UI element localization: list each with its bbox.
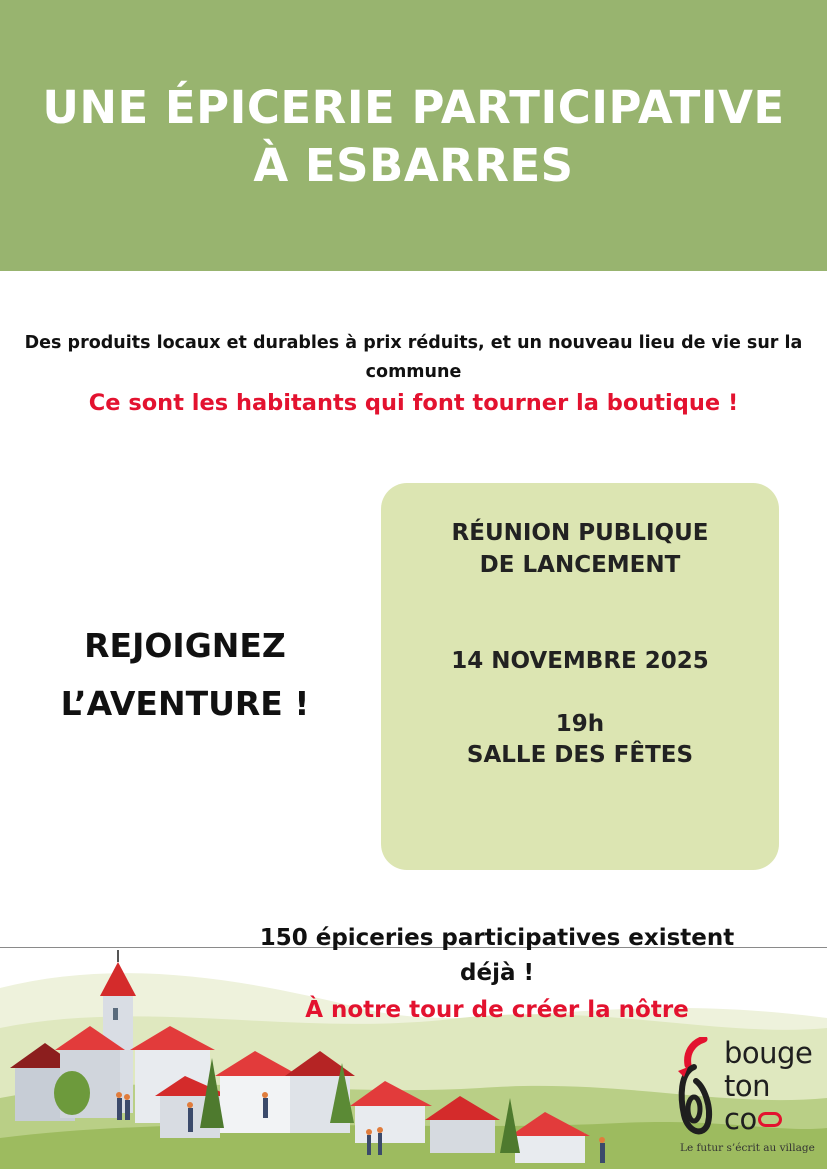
- logo-word-1: bouge: [724, 1036, 813, 1070]
- call-to-action-line-2: L’AVENTURE !: [60, 684, 310, 723]
- footer-line-2: déjà !: [460, 960, 534, 986]
- call-to-action: [20, 617, 350, 733]
- rooster-icon: [674, 1037, 720, 1141]
- logo-tagline: Le futur s’écrit au village: [680, 1142, 815, 1154]
- call-to-action-line-1: REJOIGNEZ: [84, 626, 286, 665]
- footer-line-1: 150 épiceries participatives existent: [259, 925, 735, 951]
- event-time: 19h: [555, 711, 605, 737]
- event-title-line-2: DE LANCEMENT: [479, 552, 681, 578]
- bouge-ton-coq-logo: [674, 1035, 814, 1160]
- intro-tagline: Ce sont les habitants qui font tourner la boutique !: [88, 390, 739, 416]
- logo-word-3: [724, 1102, 782, 1136]
- event-date: 14 NOVEMBRE 2025: [451, 648, 709, 674]
- event-place: SALLE DES FÊTES: [466, 742, 694, 768]
- logo-q-icon: [758, 1112, 782, 1127]
- logo-word-2: ton: [724, 1069, 770, 1103]
- logo-word-3-text: co: [724, 1102, 757, 1136]
- event-title-line-1: RÉUNION PUBLIQUE: [451, 520, 709, 546]
- page-title-line-1: UNE ÉPICERIE PARTICIPATIVE: [42, 81, 785, 134]
- page-title-line-2: À ESBARRES: [253, 139, 574, 192]
- intro-text: Des produits locaux et durables à prix réduits, et un nouveau lieu de vie sur la commune: [24, 333, 803, 382]
- footer-line-3: À notre tour de créer la nôtre: [305, 997, 689, 1023]
- event-card: [381, 483, 779, 870]
- header-banner: [0, 0, 827, 271]
